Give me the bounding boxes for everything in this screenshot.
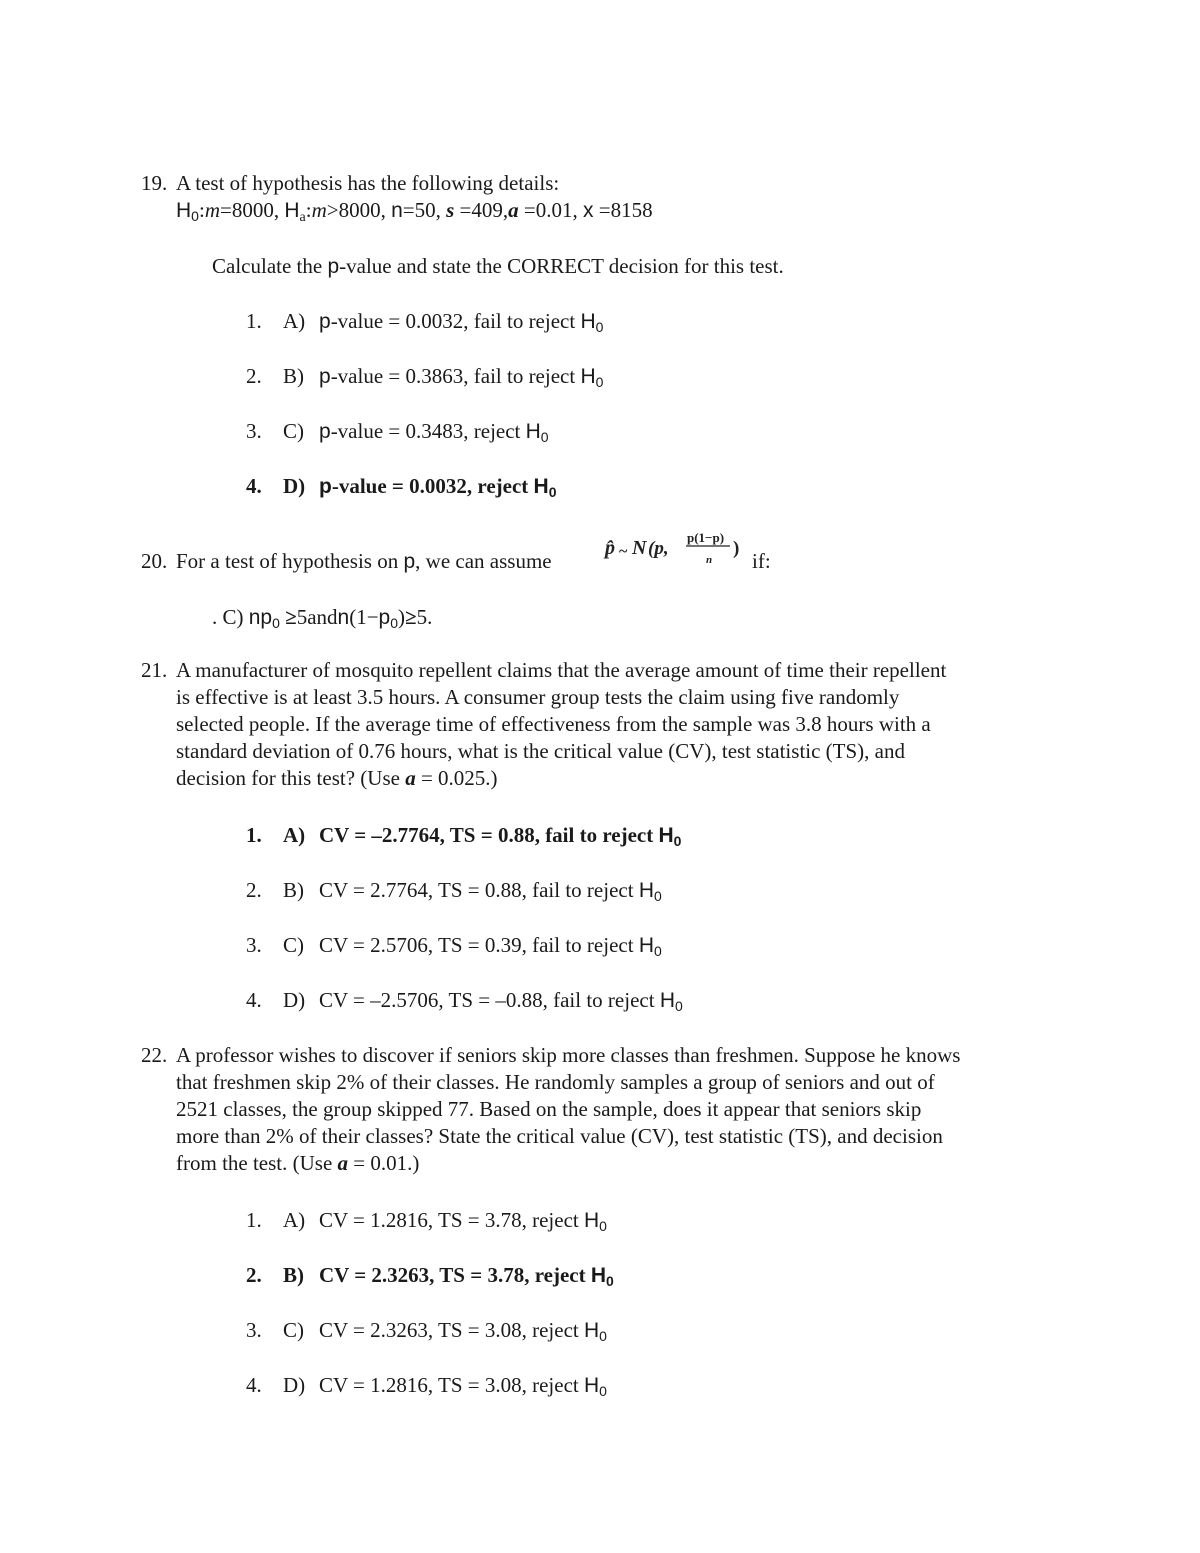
formula-numerator: p(1−p) <box>687 530 725 545</box>
formula-denominator: n <box>706 554 713 566</box>
question-number: 19. <box>141 171 168 195</box>
formula-close: ) <box>733 538 740 559</box>
stem-line: more than 2% of their classes? State the critical value (CV), test statistic (TS), and decision <box>176 1124 943 1148</box>
question-number: 22. <box>141 1043 168 1067</box>
stem-line: 2521 classes, the group skipped 77. Based on the sample, does it appear that seniors skip <box>176 1097 922 1121</box>
stem-line: is effective is at least 3.5 hours. A consumer group tests the claim using five randomly <box>176 685 900 709</box>
stem-line: from the test. (Use a = 0.01.) <box>176 1151 420 1175</box>
stem-line: decision for this test? (Use a = 0.025.) <box>176 766 498 790</box>
stem-line: A professor wishes to discover if seniors skip more classes than freshmen. Suppose he knows <box>176 1043 961 1067</box>
question-number: 20. <box>141 549 168 573</box>
formula-phat: p̂ <box>605 537 615 559</box>
normal-approx-formula <box>603 530 753 570</box>
hypothesis-details: $H_0:m=8000$, $H_a:m>8000$, n=50, s =409,a =0.01, x =8158 <box>176 198 653 225</box>
formula-open: (p, <box>648 538 669 559</box>
stem-line: A manufacturer of mosquito repellent claims that the average amount of time their repellent <box>176 658 947 682</box>
stem-line: selected people. If the average time of effectiveness from the sample was 3.8 hours with a <box>176 712 931 736</box>
question-number: 21. <box>141 658 168 682</box>
answer-line: . C) $np_0$ $\ge 5andn(1-p_0)\ge 5$. <box>212 605 433 631</box>
stem-line: standard deviation of 0.76 hours, what is the critical value (CV), test statistic (TS), and <box>176 739 905 763</box>
question-stem: A test of hypothesis has the following details: <box>176 171 560 195</box>
document-page: 19. A test of hypothesis has the following details: $H_0:m=8000$, $H_a:m>8000$, n=50, s =409,a =0.01, x =8158 Calculate the p-value and state the CORRECT decision for this test. 1. A) p-value = 0.0032, fail to reject $H_0$ 2. B) p-value = 0.3863, fail to reject $H_0$ 3. C) p-value = 0.3483, reject $H_0$ 4. D) p-value = 0.0032, reject $H_0$ 20. For a test of hypothesis on p, we can assume p̂ ~ N (p, p(1−p) n ) if: . C) $np_0$ $\ge 5andn(1-p_0)\ge 5$. 21. A manufacturer of mosquito repellent claims that the average amount of time their repellent is effective is at least 3.5 hours. A consumer group tests the claim using five randomly selected people. If the average time of effectiveness from the sample was 3.8 hours with a standard deviation of 0.76 hours, what is the critical value (CV), test statistic (TS), and decision for this test? (Use a = 0.025.) 1. A) CV = –2.7764, TS = 0.88, fail to reject $H_0$ 2. B) CV = 2.7764, TS = 0.88, fail to reject $H_0$ 3. C) CV = 2.5706, TS = 0.39, fail to reject $H_0$ 4. D) CV = –2.5706, TS = –0.88, fail to reject $H_0$ 22. A professor wishes to discover if seniors skip more classes than freshmen. Suppose he knows that freshmen skip 2% of their classes. He randomly samples a group of seniors and out of 2521 classes, the group skipped 77. Based on the sample, does it appear that seniors skip more than 2% of their classes? State the critical value (CV), test statistic (TS), and decision from the test. (Use a = 0.01.) 1. A) CV = 1.2816, TS = 3.78, reject $H_0$ 2. B) CV = 2.3263, TS = 3.78, reject $H_0$ 3. C) CV = 2.3263, TS = 3.08, reject $H_0$ 4. D) CV = 1.2816, TS = 3.08, reject $H_0$ <box>141 171 961 1399</box>
question-stem: For a test of hypothesis on p, we can assume <box>176 549 552 573</box>
formula-N: N <box>632 537 647 559</box>
instruction: Calculate the p-value and state the CORRECT decision for this test. <box>212 254 784 278</box>
stem-line: that freshmen skip 2% of their classes. He randomly samples a group of seniors and out of <box>176 1070 935 1094</box>
stem-suffix: if: <box>752 549 771 573</box>
formula-tilde: ~ <box>619 543 628 560</box>
